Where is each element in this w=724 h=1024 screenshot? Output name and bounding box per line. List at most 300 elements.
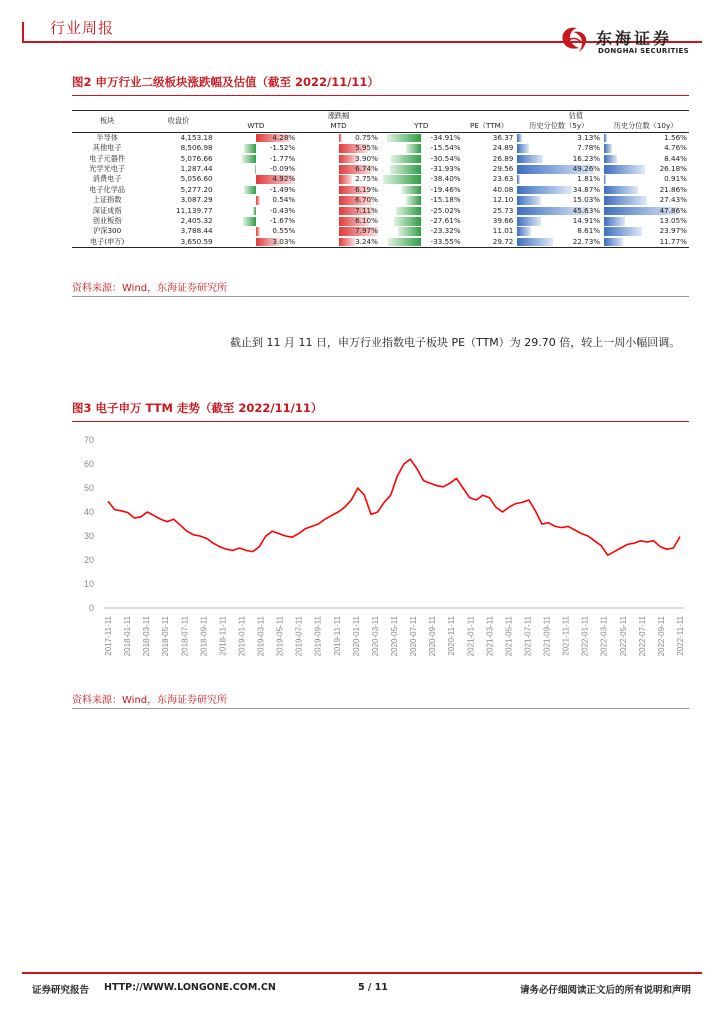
pe-ttm [463,174,516,184]
wtd-change-value: -1.67% [269,216,296,226]
pct-10y-value: 11.77% [659,236,687,246]
x-tick-label: 2018-01-11 [123,616,133,657]
table-row [72,195,689,205]
mtd-change-value: 6.19% [355,184,378,194]
pe-ttm [463,154,516,164]
figure2-source-rule [72,296,689,297]
sector-name [72,154,142,164]
close-price-value: 3,788.44 [180,226,213,236]
pct-5y [515,132,602,143]
table-row [72,143,689,153]
sector-name [72,132,142,143]
ytd-change-value: -15.54% [430,143,461,153]
wtd-change [215,143,298,153]
sector-name-value: 深证成指 [92,205,122,215]
x-tick-label: 2020-11-11 [447,616,457,656]
ytd-change [380,216,463,226]
ytd-change-value: -30.54% [430,153,461,163]
mtd-change [297,143,380,153]
pe-ttm-value: 29.72 [492,236,514,246]
chg-data-bar [242,155,256,164]
pct-data-bar [604,165,645,174]
body-paragraph [230,332,690,353]
header-group-valuation: 估值 [463,111,689,122]
sector-table [72,110,689,248]
mtd-change-value: 6.70% [355,195,378,205]
pct-5y [515,143,602,153]
x-tick-label: 2019-07-11 [294,616,304,657]
close-price-value: 3,087.29 [180,195,213,205]
x-tick-label: 2018-07-11 [180,616,190,657]
close-price [142,185,214,195]
sector-name-value: 光学光电子 [89,164,126,174]
x-tick-label: 2020-01-11 [351,616,361,657]
pct-5y-value: 45.63% [572,205,601,215]
pct-data-bar [517,227,530,236]
pe-ttm-value: 25.73 [492,205,514,215]
chg-data-bar [256,196,260,205]
figure2-title-rule [72,95,689,96]
pct-10y [602,226,689,236]
table-row [72,174,689,184]
x-tick-label: 2018-03-11 [142,616,152,657]
x-tick-label: 2022-05-11 [618,616,628,657]
pe-ttm-value: 29.56 [492,164,514,174]
footer-report-type: 证券研究报告 [32,985,90,996]
pct-data-bar [604,217,624,226]
table-row [72,216,689,226]
mtd-change-value: 2.75% [355,174,378,184]
chg-data-bar [339,238,355,247]
mtd-change-value: 7.11% [355,205,378,215]
header-mtd: MTD [297,121,380,132]
wtd-change [215,226,298,236]
header-sector: 板块 [72,111,142,133]
pct-10y [602,174,689,184]
pct-5y [515,154,602,164]
wtd-change-value: -1.49% [269,184,296,194]
chg-data-bar [339,134,343,143]
mtd-change-value: 6.74% [355,164,378,174]
pe-ttm-value: 26.89 [492,153,514,163]
close-price [142,195,214,205]
pct-data-bar [517,186,571,195]
header-accent-bar [22,22,24,42]
chg-data-bar [394,217,421,226]
x-tick-label: 2020-09-11 [428,616,438,657]
mtd-change [297,132,380,143]
close-price-value: 8,506.98 [180,143,213,153]
chg-data-bar [253,207,256,216]
pct-10y-value: 23.97% [659,226,687,236]
sector-name-value: 电子化学品 [89,184,126,194]
pct-10y [602,185,689,195]
pct-10y-value: 8.44% [664,153,687,163]
close-price [142,206,214,216]
mtd-change-value: 0.75% [355,132,378,142]
pct-5y-value: 7.78% [577,143,601,153]
pct-10y-value: 26.18% [659,164,687,174]
pct-10y-value: 0.91% [664,174,687,184]
page-number: 5 / 11 [358,982,388,993]
x-tick-label: 2019-11-11 [332,616,342,656]
ytd-change [380,143,463,153]
x-tick-label: 2017-11-11 [104,616,113,656]
ytd-change [380,132,463,143]
wtd-change [215,174,298,184]
x-tick-label: 2022-01-11 [580,616,590,657]
section-title: 行业周报 [50,19,115,37]
pct-5y [515,216,602,226]
pct-5y [515,226,602,236]
sector-name [72,206,142,216]
close-price [142,164,214,174]
pct-5y-value: 3.13% [577,132,601,142]
x-tick-label: 2021-11-11 [561,616,571,656]
pe-ttm [463,206,516,216]
chg-data-bar [244,186,256,195]
pct-10y-value: 47.86% [659,205,687,215]
ytd-change [380,226,463,236]
figure3-title-rule [72,421,689,422]
ytd-change [380,174,463,184]
table-row [72,164,689,174]
pe-ttm [463,185,516,195]
x-tick-label: 2021-07-11 [523,616,533,657]
y-tick-label: 60 [83,459,94,469]
footer-disclaimer: 请务必仔细阅读正文后的所有说明和声明 [520,985,692,996]
wtd-change-value: 3.03% [272,236,296,246]
pct-10y [602,143,689,153]
mtd-change [297,237,380,248]
chg-data-bar [406,144,421,153]
mtd-change-value: 7.97% [355,226,378,236]
ytd-change-value: -31.93% [430,164,461,174]
ytd-change-value: -23.32% [430,226,461,236]
header-ytd: YTD [380,121,463,132]
ytd-change [380,154,463,164]
pe-ttm [463,195,516,205]
x-tick-label: 2019-09-11 [313,616,323,657]
pct-data-bar [604,238,622,247]
chg-data-bar [398,227,421,236]
pct-5y-value: 15.03% [572,195,601,205]
sector-name-value: 电子(申万) [89,236,125,246]
ytd-change-value: -27.61% [430,216,461,226]
close-price [142,226,214,236]
pct-data-bar [517,134,522,143]
pct-data-bar [604,227,641,236]
pct-data-bar [517,144,529,153]
wtd-change [215,216,298,226]
wtd-change [215,195,298,205]
x-tick-label: 2020-07-11 [409,616,419,657]
x-tick-label: 2022-09-11 [656,616,666,657]
pct-data-bar [604,175,605,184]
donghai-logo-icon [557,22,591,56]
pe-ttm [463,237,516,248]
close-price-value: 3,650.59 [180,236,213,246]
header-pct5y: 历史分位数（5y） [515,121,602,132]
chg-data-bar [243,217,256,226]
y-tick-label: 40 [83,507,94,517]
x-tick-label: 2022-07-11 [637,616,647,657]
chg-data-bar [339,175,353,184]
sector-name-value: 其他电子 [92,143,122,153]
sector-name-value: 消费电子 [92,174,122,184]
pct-5y [515,164,602,174]
chg-data-bar [256,227,260,236]
pe-ttm [463,164,516,174]
ytd-change [380,185,463,195]
pe-ttm [463,143,516,153]
pct-10y [602,206,689,216]
pct-5y [515,174,602,184]
pct-5y-value: 22.73% [572,236,601,246]
chg-data-bar [390,165,422,174]
close-price-value: 1,287.44 [180,164,213,174]
mtd-change-value: 6.10% [355,216,378,226]
x-tick-label: 2020-03-11 [370,616,380,657]
pct-5y [515,237,602,248]
y-tick-label: 30 [83,531,94,541]
table-row [72,237,689,248]
wtd-change [215,206,298,216]
pe-ttm-value: 24.89 [492,143,514,153]
close-price-value: 5,076.66 [180,153,213,163]
x-tick-label: 2019-01-11 [237,616,247,657]
close-price [142,132,214,143]
header-pct10y: 历史分位数（10y） [602,121,689,132]
x-tick-label: 2022-11-11 [676,616,685,656]
figure3-title: 图3 电子申万 TTM 走势（截至 2022/11/11） [72,401,323,415]
chg-data-bar [396,207,421,216]
pct-10y [602,195,689,205]
body-paragraph-text: 截止到 11 月 11 日，申万行业指数电子板块 PE（TTM）为 29.70 倍，较上一周小幅回调。 [230,336,681,349]
pct-data-bar [604,134,606,143]
pe-ttm [463,226,516,236]
ytd-change-value: -25.02% [430,205,461,215]
pct-10y-value: 13.05% [659,216,687,226]
pe-ttm [463,132,516,143]
footer-divider [22,972,702,974]
sector-name [72,195,142,205]
wtd-change-value: -1.52% [269,143,296,153]
pct-10y-value: 27.43% [659,195,687,205]
ytd-change [380,164,463,174]
ytd-change [380,195,463,205]
logo-chinese-name: 东海证券 [596,29,673,48]
wtd-change [215,237,298,248]
pct-data-bar [517,155,542,164]
chg-data-bar [391,155,421,164]
ytd-change [380,237,463,248]
figure3-source-rule [72,708,689,709]
wtd-change [215,154,298,164]
chg-data-bar [388,238,421,247]
sector-name-value: 电子元器件 [89,153,126,163]
logo-english-name: DONGHAI SECURITIES [598,47,689,55]
mtd-change-value: 3.90% [355,153,378,163]
x-tick-label: 2020-05-11 [390,616,399,657]
close-price [142,143,214,153]
x-tick-label: 2021-05-11 [504,616,514,657]
mtd-change [297,185,380,195]
pct-data-bar [517,238,553,247]
pct-5y-value: 8.61% [577,226,601,236]
figure3-source: 资料来源：Wind，东海证券研究所 [72,695,228,706]
sector-name [72,237,142,248]
pct-5y [515,195,602,205]
header-group-change: 涨跌幅 [215,111,463,122]
sector-name [72,164,142,174]
ytd-change [380,206,463,216]
pct-data-bar [517,217,540,226]
close-price-value: 5,277.20 [180,184,213,194]
y-tick-label: 70 [83,435,94,445]
pct-data-bar [517,196,540,205]
ytd-change-value: -38.40% [430,174,461,184]
pe-ttm-value: 12.10 [492,195,514,205]
chg-data-bar [383,175,421,184]
pe-ttm-line-chart [72,428,692,678]
x-tick-label: 2021-03-11 [485,616,495,657]
pct-data-bar [604,155,617,164]
x-tick-label: 2018-11-11 [218,616,228,656]
wtd-change [215,185,298,195]
y-tick-label: 0 [88,603,94,613]
figure2-source: 资料来源：Wind，东海证券研究所 [72,283,228,294]
close-price-value: 2,405.32 [180,216,213,226]
header-wtd: WTD [215,121,298,132]
wtd-change-value: 0.55% [272,226,296,236]
chg-data-bar [402,186,421,195]
pct-10y-value: 1.56% [664,132,687,142]
close-price-value: 4,153.18 [180,132,213,142]
chg-data-bar [244,144,256,153]
pct-10y [602,132,689,143]
wtd-change-value: -1.77% [269,153,296,163]
sector-name-value: 沪深300 [93,226,122,236]
table-row [72,206,689,216]
y-tick-label: 50 [83,483,94,493]
pe-ttm [463,216,516,226]
pct-10y [602,216,689,226]
pe-ttm-series-line [108,459,680,555]
pct-10y-value: 4.76% [664,143,687,153]
pct-5y-value: 14.91% [572,216,601,226]
ytd-change-value: -15.18% [430,195,461,205]
mtd-change [297,206,380,216]
mtd-change [297,174,380,184]
mtd-change [297,164,380,174]
wtd-change-value: 4.28% [272,132,296,142]
sector-name [72,174,142,184]
sector-name-value: 上证指数 [92,195,122,205]
mtd-change-value: 3.24% [355,236,378,246]
x-tick-label: 2019-05-11 [275,616,285,657]
pct-10y [602,154,689,164]
pct-5y-value: 49.26% [572,164,601,174]
pct-10y [602,164,689,174]
wtd-change [215,132,298,143]
close-price-value: 11,139.77 [176,205,213,215]
pe-ttm-value: 11.01 [492,226,514,236]
x-tick-label: 2021-09-11 [542,616,552,657]
table-row [72,132,689,143]
sector-name [72,226,142,236]
sector-name [72,143,142,153]
mtd-change [297,226,380,236]
table-row [72,185,689,195]
x-tick-label: 2022-03-11 [599,616,609,657]
pct-data-bar [604,144,611,153]
pct-5y-value: 34.87% [572,184,601,194]
chg-data-bar [406,196,421,205]
y-tick-label: 10 [83,579,94,589]
ytd-change-value: -33.55% [430,236,461,246]
wtd-change-value: -0.43% [269,205,296,215]
table-row [72,154,689,164]
wtd-change-value: 0.54% [272,195,296,205]
ytd-change-value: -19.46% [430,184,461,194]
x-tick-label: 2018-09-11 [199,616,209,657]
sector-name-value: 创业板指 [92,216,122,226]
y-tick-label: 20 [83,555,94,565]
pct-5y-value: 1.81% [577,174,601,184]
pct-10y [602,237,689,248]
footer-website-link[interactable]: HTTP://WWW.LONGONE.COM.CN [104,982,276,993]
sector-name [72,216,142,226]
mtd-change [297,154,380,164]
header-close: 收盘价 [142,111,214,133]
sector-name [72,185,142,195]
x-tick-label: 2018-05-11 [161,616,171,657]
pct-10y-value: 21.86% [659,184,687,194]
sector-name-value: 半导体 [96,132,118,142]
close-price [142,237,214,248]
x-tick-label: 2019-03-11 [256,616,266,657]
pe-ttm-value: 36.37 [492,132,514,142]
pe-ttm-value: 40.08 [492,184,514,194]
table-row [72,226,689,236]
close-price [142,154,214,164]
mtd-change-value: 5.95% [355,143,378,153]
chg-data-bar [255,165,256,174]
wtd-change-value: -0.09% [269,164,296,174]
pct-5y [515,185,602,195]
mtd-change [297,216,380,226]
pct-5y [515,206,602,216]
close-price-value: 5,056.60 [180,174,213,184]
figure2-title: 图2 申万行业二级板块涨跌幅及估值（截至 2022/11/11） [72,75,379,89]
header-pe: PE（TTM） [463,121,516,132]
pct-data-bar [604,186,638,195]
pct-data-bar [604,196,647,205]
x-tick-label: 2021-01-11 [466,616,476,657]
pe-ttm-value: 39.66 [492,216,514,226]
chg-data-bar [387,134,422,143]
wtd-change [215,164,298,174]
close-price [142,174,214,184]
pe-ttm-value: 23.63 [492,174,514,184]
pct-5y-value: 16.23% [572,153,601,163]
pct-data-bar [517,175,520,184]
ytd-change-value: -34.91% [430,132,461,142]
mtd-change [297,195,380,205]
close-price [142,216,214,226]
wtd-change-value: 4.92% [272,174,296,184]
